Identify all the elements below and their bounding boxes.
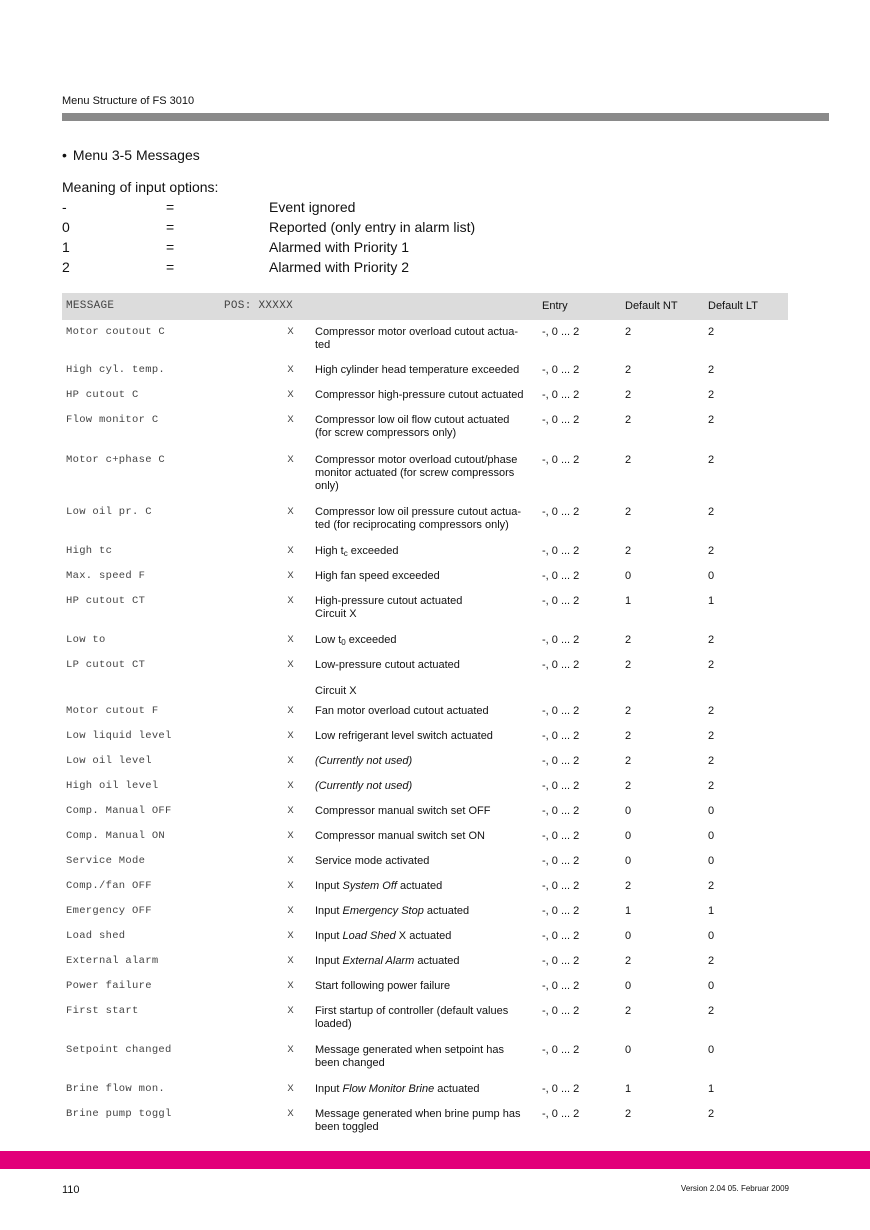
message-description: Compressor high-pressure cutout actuated	[315, 389, 524, 401]
default-lt-value: 2	[708, 1005, 715, 1017]
table-row	[62, 699, 788, 724]
entry-range: -, 0 ... 2	[542, 506, 580, 518]
default-lt-value: 2	[708, 1108, 715, 1120]
header-default-lt: Default LT	[708, 300, 758, 312]
table-body	[62, 320, 788, 1140]
entry-range: -, 0 ... 2	[542, 980, 580, 992]
default-nt-value: 2	[625, 634, 632, 646]
default-lt-value: 2	[708, 955, 715, 967]
description-italic: (Currently not used)	[315, 780, 413, 792]
default-lt-value: 2	[708, 454, 715, 466]
description-suffix: X actuated	[395, 930, 452, 942]
pos-marker: X	[287, 1044, 294, 1056]
legend-equals: =	[166, 219, 175, 235]
default-nt-value: 2	[625, 1108, 632, 1120]
table-row	[62, 653, 788, 699]
message-description: Low-pressure cutout actuated Circuit X	[315, 659, 460, 697]
entry-range: -, 0 ... 2	[542, 755, 580, 767]
pos-marker: X	[287, 730, 294, 742]
table-row	[62, 628, 788, 653]
table-row	[62, 849, 788, 874]
message-name: Emergency OFF	[66, 905, 152, 917]
message-description: Low refrigerant level switch actuated	[315, 730, 493, 742]
default-nt-value: 2	[625, 414, 632, 426]
message-name: Power failure	[66, 980, 152, 992]
pos-marker: X	[287, 414, 294, 426]
pos-marker: X	[287, 364, 294, 376]
description-prefix: Input	[315, 930, 343, 942]
message-description	[315, 880, 537, 893]
entry-range: -, 0 ... 2	[542, 855, 580, 867]
table-row	[62, 383, 788, 408]
message-description: High cylinder head temperature exceeded	[315, 364, 520, 376]
message-description: Compressor low oil flow cutout actuated (for screw compressors only)	[315, 414, 510, 439]
default-lt-value: 0	[708, 830, 715, 842]
legend-row	[62, 237, 410, 257]
table-row	[62, 539, 788, 564]
legend-key: 2	[62, 259, 70, 275]
description-emphasis: External Alarm	[342, 955, 415, 967]
table-row	[62, 564, 788, 589]
default-lt-value: 1	[708, 1083, 715, 1095]
message-description	[315, 905, 537, 918]
entry-range: -, 0 ... 2	[542, 364, 580, 376]
default-nt-value: 2	[625, 880, 632, 892]
pos-marker: X	[287, 545, 294, 557]
message-description	[315, 634, 537, 647]
pos-marker: X	[287, 389, 294, 401]
message-name: High oil level	[66, 780, 159, 792]
legend-equals: =	[166, 199, 175, 215]
description-prefix: Input	[315, 905, 343, 917]
message-description	[315, 780, 537, 793]
default-lt-value: 2	[708, 755, 715, 767]
default-nt-value: 2	[625, 755, 632, 767]
table-header	[62, 293, 788, 320]
entry-range: -, 0 ... 2	[542, 454, 580, 466]
entry-range: -, 0 ... 2	[542, 805, 580, 817]
default-lt-value: 2	[708, 389, 715, 401]
description-subscript: c	[343, 549, 348, 558]
default-nt-value: 0	[625, 980, 632, 992]
description-subscript: 0	[341, 638, 346, 647]
default-lt-value: 1	[708, 595, 715, 607]
legend-description: Alarmed with Priority 2	[269, 259, 410, 275]
page-number: 110	[62, 1184, 80, 1196]
pos-marker: X	[287, 326, 294, 338]
description-italic: (Currently not used)	[315, 755, 413, 767]
description-prefix: Input	[315, 955, 343, 967]
description-suffix: exceeded	[347, 545, 399, 557]
entry-range: -, 0 ... 2	[542, 830, 580, 842]
description-suffix: actuated	[434, 1083, 480, 1095]
description-emphasis: Flow Monitor Brine	[342, 1083, 435, 1095]
default-lt-value: 2	[708, 780, 715, 792]
legend-row	[62, 217, 476, 237]
description-suffix: actuated	[423, 905, 470, 917]
description-emphasis: Load Shed	[342, 930, 396, 942]
pos-marker: X	[287, 980, 294, 992]
table-row	[62, 824, 788, 849]
pos-marker: X	[287, 905, 294, 917]
message-description	[315, 545, 537, 558]
pos-marker: X	[287, 659, 294, 671]
message-name: Brine flow mon.	[66, 1083, 166, 1095]
default-nt-value: 2	[625, 389, 632, 401]
legend-description: Event ignored	[269, 199, 356, 215]
header-pos: POS: XXXXX	[224, 300, 294, 312]
pos-marker: X	[287, 634, 294, 646]
message-name: LP cutout CT	[66, 659, 146, 671]
table-row	[62, 774, 788, 799]
entry-range: -, 0 ... 2	[542, 705, 580, 717]
message-description: High fan speed exceeded	[315, 570, 440, 582]
bullet-icon: •	[62, 147, 67, 163]
default-lt-value: 0	[708, 1044, 715, 1056]
message-description: Compressor motor overload cutout actua- ted	[315, 326, 518, 351]
message-description: Service mode activated	[315, 855, 430, 867]
pos-marker: X	[287, 454, 294, 466]
section-title-text: Menu 3-5 Messages	[72, 147, 200, 163]
table-row	[62, 899, 788, 924]
entry-range: -, 0 ... 2	[542, 389, 580, 401]
entry-range: -, 0 ... 2	[542, 595, 580, 607]
default-nt-value: 2	[625, 1005, 632, 1017]
table-row	[62, 358, 788, 383]
message-name: Flow monitor C	[66, 414, 159, 426]
description-prefix: Low t	[315, 634, 342, 646]
legend-heading: Meaning of input options:	[62, 179, 219, 195]
default-lt-value: 2	[708, 705, 715, 717]
pos-marker: X	[287, 930, 294, 942]
message-description: Compressor motor overload cutout/phase monitor actuated (for screw compressors only)	[315, 454, 518, 492]
entry-range: -, 0 ... 2	[542, 570, 580, 582]
description-emphasis: Emergency Stop	[342, 905, 424, 917]
legend-key: -	[62, 199, 67, 215]
message-name: Motor cutout F	[66, 705, 159, 717]
section-title	[62, 147, 200, 163]
default-nt-value: 2	[625, 659, 632, 671]
default-nt-value: 2	[625, 545, 632, 557]
message-name: Brine pump toggl	[66, 1108, 172, 1120]
table-row	[62, 448, 788, 500]
input-options-legend	[62, 177, 476, 277]
legend-equals: =	[166, 259, 175, 275]
message-description: Message generated when setpoint has been changed	[315, 1044, 504, 1069]
default-nt-value: 2	[625, 506, 632, 518]
pos-marker: X	[287, 855, 294, 867]
pos-marker: X	[287, 880, 294, 892]
pos-marker: X	[287, 1108, 294, 1120]
description-suffix: actuated	[414, 955, 460, 967]
page-header-title: Menu Structure of FS 3010	[62, 95, 195, 107]
description-prefix: High t	[315, 545, 344, 557]
description-suffix: actuated	[396, 880, 443, 892]
default-lt-value: 2	[708, 545, 715, 557]
pos-marker: X	[287, 755, 294, 767]
message-name: Comp./fan OFF	[66, 880, 152, 892]
message-description: Compressor low oil pressure cutout actua- ted (for reciprocating compressors only)	[315, 506, 522, 531]
description-prefix: Input	[315, 1083, 343, 1095]
description-prefix: Input	[315, 880, 343, 892]
pos-marker: X	[287, 506, 294, 518]
pos-marker: X	[287, 570, 294, 582]
table-row	[62, 799, 788, 824]
table-row	[62, 320, 788, 358]
message-description: High-pressure cutout actuated Circuit X	[315, 595, 463, 620]
message-description	[315, 955, 537, 968]
table-row	[62, 924, 788, 949]
table-row	[62, 974, 788, 999]
legend-row	[62, 257, 410, 277]
messages-table	[62, 293, 788, 1140]
message-name: Motor coutout C	[66, 326, 166, 338]
header-message: MESSAGE	[66, 300, 115, 312]
default-nt-value: 1	[625, 905, 632, 917]
default-lt-value: 2	[708, 880, 715, 892]
message-description	[315, 1083, 537, 1096]
entry-range: -, 0 ... 2	[542, 955, 580, 967]
message-description: Message generated when brine pump has been toggled	[315, 1108, 521, 1133]
header-rule	[62, 113, 829, 121]
pos-marker: X	[287, 595, 294, 607]
entry-range: -, 0 ... 2	[542, 780, 580, 792]
version-info: Version 2.04 05. Februar 2009	[680, 1184, 789, 1193]
message-name: Motor c+phase C	[66, 454, 166, 466]
entry-range: -, 0 ... 2	[542, 545, 580, 557]
pos-marker: X	[287, 705, 294, 717]
pos-marker: X	[287, 1005, 294, 1017]
default-nt-value: 1	[625, 595, 632, 607]
default-nt-value: 0	[625, 1044, 632, 1056]
message-description: First startup of controller (default values loaded)	[315, 1005, 509, 1030]
table-row	[62, 1038, 788, 1077]
default-lt-value: 1	[708, 905, 715, 917]
table-row	[62, 1102, 788, 1140]
message-name: Low to	[66, 634, 106, 646]
message-description: Fan motor overload cutout actuated	[315, 705, 489, 717]
message-name: HP cutout C	[66, 389, 139, 401]
pos-marker: X	[287, 830, 294, 842]
default-lt-value: 0	[708, 855, 715, 867]
message-name: External alarm	[66, 955, 159, 967]
default-lt-value: 2	[708, 634, 715, 646]
pos-marker: X	[287, 780, 294, 792]
message-description: Compressor manual switch set OFF	[315, 805, 491, 817]
entry-range: -, 0 ... 2	[542, 326, 580, 338]
default-nt-value: 2	[625, 454, 632, 466]
legend-equals: =	[166, 239, 175, 255]
default-lt-value: 2	[708, 506, 715, 518]
message-description	[315, 930, 537, 943]
legend-row	[62, 197, 356, 217]
default-nt-value: 2	[625, 705, 632, 717]
entry-range: -, 0 ... 2	[542, 880, 580, 892]
table-row	[62, 874, 788, 899]
description-suffix: exceeded	[345, 634, 397, 646]
entry-range: -, 0 ... 2	[542, 930, 580, 942]
message-name: Load shed	[66, 930, 126, 942]
legend-key: 0	[62, 219, 70, 235]
default-lt-value: 2	[708, 364, 715, 376]
message-name: Service Mode	[66, 855, 146, 867]
entry-range: -, 0 ... 2	[542, 659, 580, 671]
default-nt-value: 0	[625, 570, 632, 582]
default-nt-value: 2	[625, 780, 632, 792]
default-nt-value: 2	[625, 364, 632, 376]
message-name: High tc	[66, 545, 113, 557]
default-nt-value: 1	[625, 1083, 632, 1095]
entry-range: -, 0 ... 2	[542, 634, 580, 646]
header-entry: Entry	[542, 300, 568, 312]
message-description: Compressor manual switch set ON	[315, 830, 485, 842]
default-lt-value: 0	[708, 930, 715, 942]
pos-marker: X	[287, 955, 294, 967]
message-name: Low oil level	[66, 755, 152, 767]
default-lt-value: 0	[708, 570, 715, 582]
default-lt-value: 2	[708, 414, 715, 426]
message-name: Comp. Manual ON	[66, 830, 166, 842]
table-row	[62, 724, 788, 749]
default-nt-value: 0	[625, 805, 632, 817]
header-default-nt: Default NT	[625, 300, 678, 312]
legend-description: Alarmed with Priority 1	[269, 239, 410, 255]
footer-bar	[0, 1151, 870, 1169]
message-name: Max. speed F	[66, 570, 146, 582]
default-nt-value: 0	[625, 930, 632, 942]
table-row	[62, 500, 788, 539]
message-name: HP cutout CT	[66, 595, 146, 607]
message-name: First start	[66, 1005, 139, 1017]
default-lt-value: 2	[708, 326, 715, 338]
default-nt-value: 2	[625, 730, 632, 742]
message-name: High cyl. temp.	[66, 364, 166, 376]
pos-marker: X	[287, 805, 294, 817]
entry-range: -, 0 ... 2	[542, 1044, 580, 1056]
default-nt-value: 0	[625, 855, 632, 867]
table-row	[62, 589, 788, 628]
entry-range: -, 0 ... 2	[542, 730, 580, 742]
table-row	[62, 1077, 788, 1102]
message-description	[315, 755, 537, 768]
default-lt-value: 0	[708, 980, 715, 992]
message-description: Start following power failure	[315, 980, 451, 992]
table-row	[62, 999, 788, 1038]
default-nt-value: 2	[625, 326, 632, 338]
default-nt-value: 0	[625, 830, 632, 842]
default-nt-value: 2	[625, 955, 632, 967]
default-lt-value: 2	[708, 659, 715, 671]
entry-range: -, 0 ... 2	[542, 1083, 580, 1095]
table-row	[62, 408, 788, 448]
entry-range: -, 0 ... 2	[542, 414, 580, 426]
entry-range: -, 0 ... 2	[542, 905, 580, 917]
message-name: Comp. Manual OFF	[66, 805, 172, 817]
pos-marker: X	[287, 1083, 294, 1095]
description-emphasis: System Off	[342, 880, 397, 892]
legend-key: 1	[62, 239, 70, 255]
table-row	[62, 949, 788, 974]
default-lt-value: 2	[708, 730, 715, 742]
entry-range: -, 0 ... 2	[542, 1108, 580, 1120]
message-name: Low oil pr. C	[66, 506, 152, 518]
default-lt-value: 0	[708, 805, 715, 817]
table-row	[62, 749, 788, 774]
entry-range: -, 0 ... 2	[542, 1005, 580, 1017]
message-name: Setpoint changed	[66, 1044, 172, 1056]
legend-description: Reported (only entry in alarm list)	[269, 219, 476, 235]
message-name: Low liquid level	[66, 730, 172, 742]
